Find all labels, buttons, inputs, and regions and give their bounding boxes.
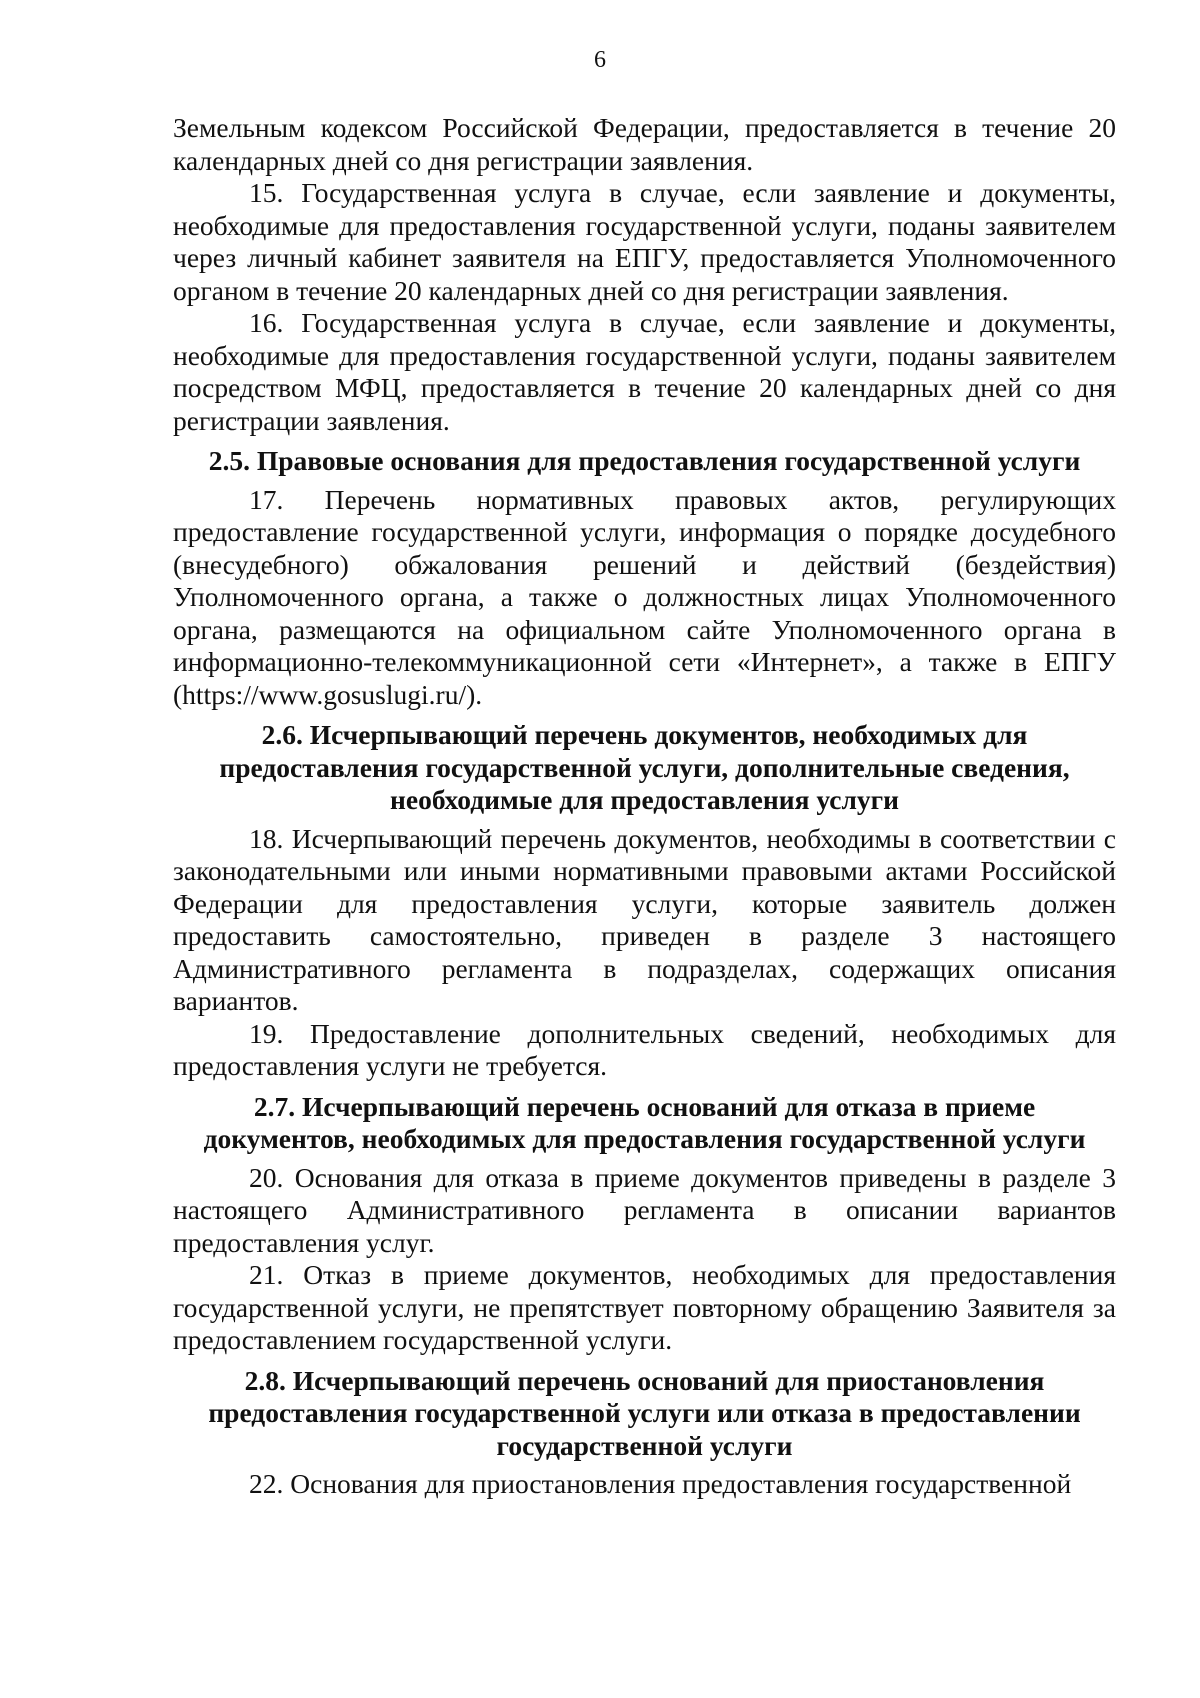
paragraph-16: 16. Государственная услуга в случае, если заявление и документы, необходимые для предоставления государственной услуги, поданы заявителем посредством МФЦ, предоставляется в течение 20 календарных дней со дня регистрации заявления.	[173, 307, 1116, 436]
section-heading-2-8-line-3: государственной услуги	[496, 1429, 793, 1461]
section-heading-2-7	[173, 1083, 1116, 1162]
section-heading-2-6	[173, 711, 1116, 823]
document-body	[173, 112, 1116, 1501]
section-heading-2-6-line-3: необходимые для предоставления услуги	[390, 784, 899, 815]
section-heading-2-5-line: 2.5. Правовые основания для предоставления государственной услуги	[208, 445, 1081, 476]
paragraph-20: 20. Основания для отказа в приеме документов приведены в разделе 3 настоящего Административного регламента в описании вариантов предоставления услуг.	[173, 1161, 1116, 1258]
section-heading-2-6-line-1: 2.6. Исчерпывающий перечень документов, необходимых для	[261, 719, 1028, 750]
paragraph-19: 19. Предоставление дополнительных сведений, необходимых для предоставления услуги не требуется.	[173, 1017, 1116, 1081]
section-heading-2-8	[173, 1357, 1116, 1469]
paragraph-15: 15. Государственная услуга в случае, если заявление и документы, необходимые для предоставления государственной услуги, поданы заявителем через личный кабинет заявителя на ЕПГУ, предоставляется Уполномоченного органом в течение 20 календарных дней со дня регистрации заявления.	[173, 177, 1116, 306]
section-heading-2-8-line-2: предоставления государственной услуги или отказа в предоставлении	[208, 1397, 1081, 1428]
paragraph-continuation: Земельным кодексом Российской Федерации, предоставляется в течение 20 календарных дней со дня регистрации заявления.	[173, 112, 1116, 176]
paragraph-17: 17. Перечень нормативных правовых актов, регулирующих предоставление государственной услуги, информация о порядке досудебного (внесудебного) обжалования решений и действий (бездействия) Уполномоченного органа, а также о должностных лицах Уполномоченного органа, размещаются на официальном сайте Уполномоченного органа в информационно-телекоммуникационной сети «Интернет», а также в ЕПГУ (https://www.gosuslugi.ru/).	[173, 483, 1116, 710]
section-heading-2-6-line-2: предоставления государственной услуги, дополнительные сведения,	[219, 751, 1070, 783]
paragraph-21: 21. Отказ в приеме документов, необходимых для предоставления государственной услуги, не препятствует повторному обращению Заявителя за предоставлением государственной услуги.	[173, 1259, 1116, 1355]
section-heading-2-7-line-2: документов, необходимых для предоставления государственной услуги	[203, 1123, 1086, 1154]
section-heading-2-8-line-1: 2.8. Исчерпывающий перечень оснований для приостановления	[244, 1364, 1045, 1396]
paragraph-22: 22. Основания для приостановления предоставления государственной	[249, 1468, 1072, 1499]
paragraph-18: 18. Исчерпывающий перечень документов, необходимы в соответствии с законодательными или иными нормативными правовыми актами Российской Федерации для предоставления услуги, которые заявитель должен предоставить самостоятельно, приведен в разделе 3 настоящего Административного регламента в подразделах, содержащих описания вариантов.	[173, 822, 1116, 1016]
page-number: 6	[594, 47, 606, 73]
section-heading-2-5	[173, 437, 1116, 484]
section-heading-2-7-line-1: 2.7. Исчерпывающий перечень оснований для отказа в приеме	[253, 1090, 1036, 1122]
